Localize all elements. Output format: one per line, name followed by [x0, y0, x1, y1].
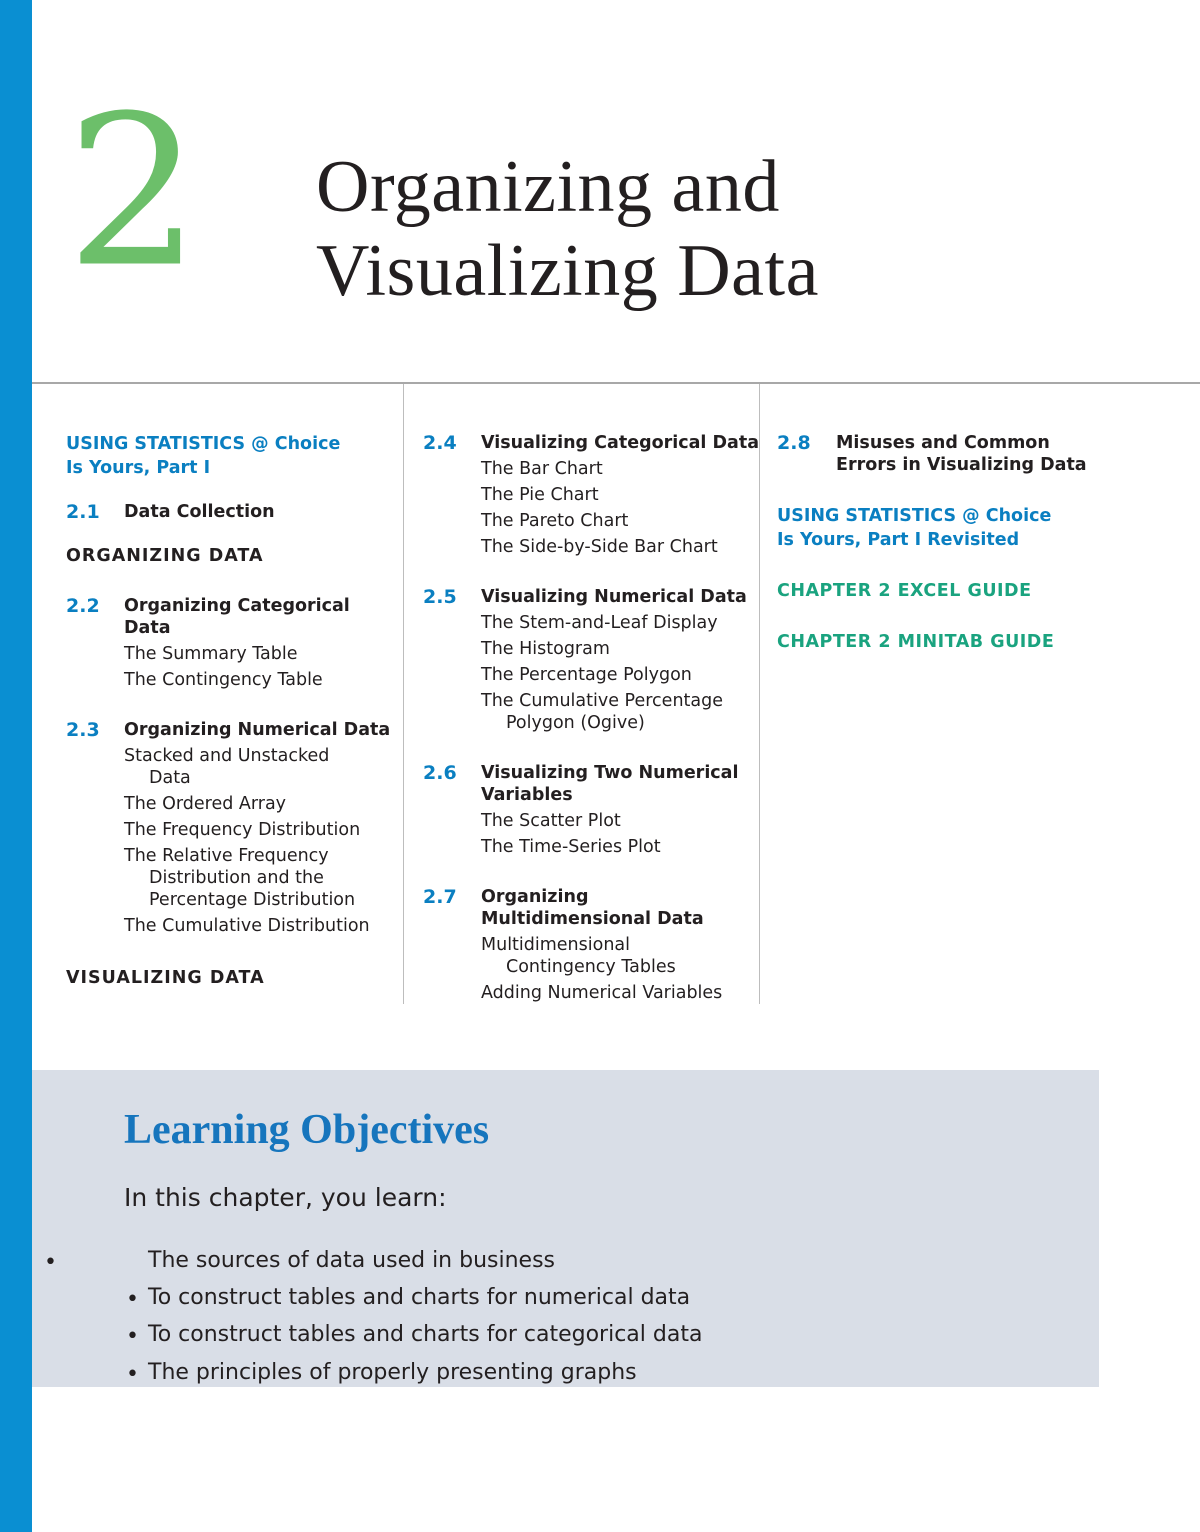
header-divider: [32, 382, 1200, 384]
section-title-line2[interactable]: Errors in Visualizing Data: [836, 455, 1087, 475]
toc-entry-2-7[interactable]: [423, 886, 753, 1004]
section-title-line2[interactable]: Variables: [481, 785, 573, 805]
section-number: 2.4: [423, 432, 457, 454]
revisited-line1[interactable]: USING STATISTICS @ Choice: [777, 506, 1052, 526]
toc-entry-2-5[interactable]: [423, 586, 753, 734]
using-statistics-revisited-heading[interactable]: [777, 504, 1187, 553]
section-title[interactable]: Visualizing Numerical Data: [481, 587, 747, 607]
section-number: 2.7: [423, 886, 457, 908]
toc-entry-2-8[interactable]: [777, 432, 1187, 476]
chapter-number: 2: [66, 70, 201, 313]
section-title-line1[interactable]: Visualizing Two Numerical: [481, 763, 739, 783]
subsection-item[interactable]: The Relative Frequency: [124, 846, 329, 866]
section-number: 2.5: [423, 586, 457, 608]
bullet-icon: •: [126, 1324, 139, 1349]
chapter-title-line2: Visualizing Data: [316, 230, 819, 312]
subsection-item[interactable]: The Side-by-Side Bar Chart: [481, 537, 718, 557]
section-number: 2.6: [423, 762, 457, 784]
section-title[interactable]: Visualizing Categorical Data: [481, 433, 760, 453]
section-title[interactable]: Organizing Numerical Data: [124, 720, 391, 740]
subsection-item[interactable]: The Contingency Table: [124, 670, 323, 690]
objective-item: The principles of properly presenting graphs: [148, 1360, 637, 1385]
subsection-item[interactable]: The Frequency Distribution: [124, 820, 361, 840]
subsection-item-continued[interactable]: Contingency Tables: [506, 957, 676, 977]
bullet-icon: •: [126, 1287, 139, 1312]
subsection-item-continued[interactable]: Distribution and the: [149, 868, 324, 888]
learning-objectives-title: Learning Objectives: [124, 1107, 490, 1153]
column-divider-1: [403, 384, 404, 1004]
section-title-line1[interactable]: Misuses and Common: [836, 433, 1050, 453]
using-statistics-line1[interactable]: USING STATISTICS @ Choice: [66, 434, 341, 454]
section-number: 2.3: [66, 719, 100, 741]
section-title-line1[interactable]: Organizing: [481, 887, 589, 907]
subsection-item[interactable]: The Pie Chart: [481, 485, 599, 505]
toc-entry-2-6[interactable]: [423, 762, 753, 858]
learning-objectives-intro: In this chapter, you learn:: [124, 1183, 447, 1212]
column-divider-2: [759, 384, 760, 1004]
objective-item: The sources of data used in business: [148, 1248, 555, 1273]
objective-item: To construct tables and charts for categorical data: [148, 1322, 703, 1347]
toc-entry-2-3[interactable]: [66, 719, 396, 937]
section-title-line2[interactable]: Data: [124, 618, 171, 638]
subsection-item-continued[interactable]: Polygon (Ogive): [506, 713, 645, 733]
objective-item: To construct tables and charts for numerical data: [148, 1285, 691, 1310]
subsection-item[interactable]: Multidimensional: [481, 935, 631, 955]
toc-column-1: [66, 432, 396, 989]
subsection-item[interactable]: The Percentage Polygon: [481, 665, 692, 685]
subsection-item[interactable]: Stacked and Unstacked: [124, 746, 330, 766]
revisited-line2[interactable]: Is Yours, Part I Revisited: [777, 530, 1020, 550]
part-heading-visualizing-data: VISUALIZING DATA: [66, 968, 265, 988]
subsection-item[interactable]: The Stem-and-Leaf Display: [481, 613, 718, 633]
using-statistics-heading[interactable]: [66, 432, 396, 481]
subsection-item[interactable]: The Cumulative Percentage: [481, 691, 724, 711]
chapter-title-line1: Organizing and: [316, 146, 780, 228]
toc-entry-2-2[interactable]: [66, 595, 396, 691]
subsection-item[interactable]: The Cumulative Distribution: [124, 916, 370, 936]
chapter-title: [316, 145, 819, 313]
using-statistics-line2[interactable]: Is Yours, Part I: [66, 458, 211, 478]
section-number: 2.1: [66, 501, 100, 523]
subsection-item-continued[interactable]: Data: [149, 768, 191, 788]
subsection-item[interactable]: The Ordered Array: [124, 794, 287, 814]
section-number: 2.8: [777, 432, 811, 454]
section-title[interactable]: Data Collection: [124, 502, 275, 522]
subsection-item[interactable]: The Pareto Chart: [481, 511, 629, 531]
subsection-item[interactable]: The Scatter Plot: [481, 811, 621, 831]
toc-entry-2-4[interactable]: [423, 432, 760, 558]
subsection-item-continued[interactable]: Percentage Distribution: [149, 890, 356, 910]
subsection-item[interactable]: The Histogram: [481, 639, 610, 659]
section-title-line1[interactable]: Organizing Categorical: [124, 596, 350, 616]
section-number: 2.2: [66, 595, 100, 617]
part-heading-organizing-data: ORGANIZING DATA: [66, 546, 264, 566]
subsection-item[interactable]: Adding Numerical Variables: [481, 983, 723, 1003]
left-color-bar: [0, 0, 32, 1532]
toc-column-2: [423, 432, 760, 1004]
bullet-icon: •: [126, 1362, 139, 1387]
subsection-item[interactable]: The Time-Series Plot: [481, 837, 661, 857]
excel-guide-heading[interactable]: CHAPTER 2 EXCEL GUIDE: [777, 581, 1032, 601]
bullet-icon: •: [44, 1250, 57, 1275]
subsection-item[interactable]: The Bar Chart: [481, 459, 603, 479]
minitab-guide-heading[interactable]: CHAPTER 2 MINITAB GUIDE: [777, 632, 1055, 652]
toc-entry-2-1[interactable]: [66, 501, 396, 523]
toc-column-3: [777, 432, 1187, 655]
section-title-line2[interactable]: Multidimensional Data: [481, 909, 704, 929]
subsection-item[interactable]: The Summary Table: [124, 644, 298, 664]
